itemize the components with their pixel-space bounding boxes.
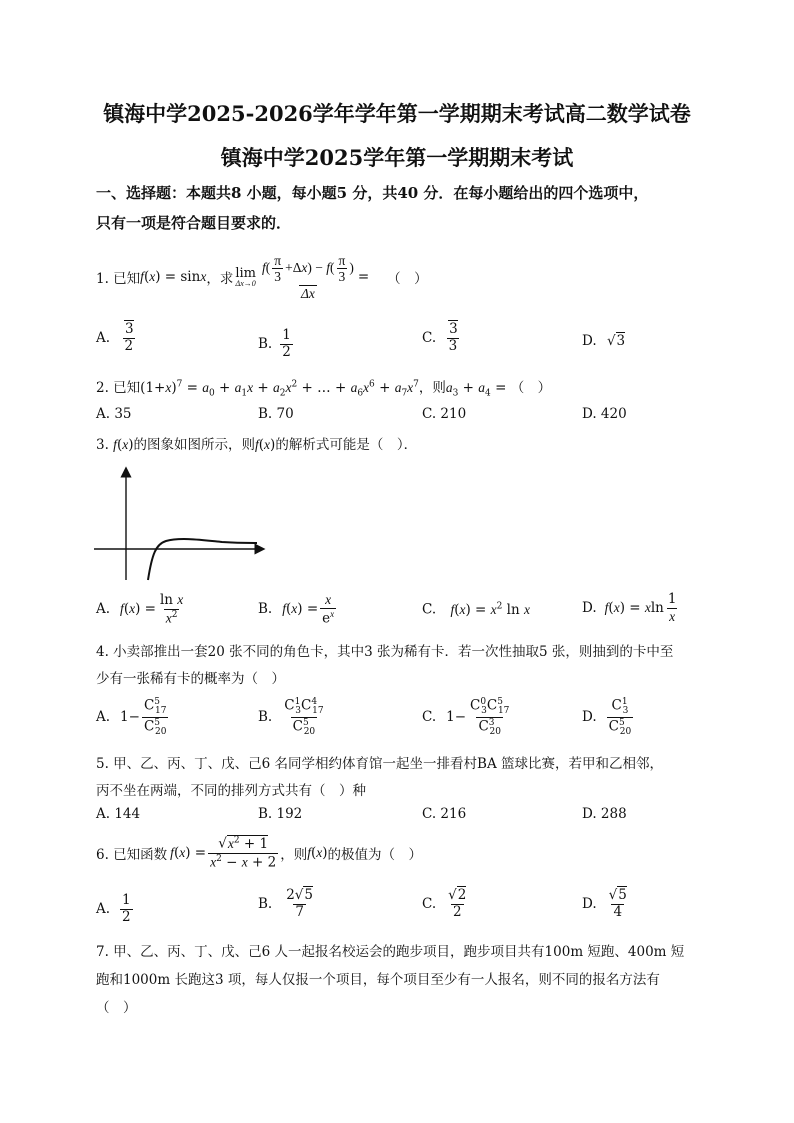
section-instructions-line2: 只有一项是符合题目要求的．: [96, 214, 292, 232]
question-7-line1: 7. 甲、乙、丙、丁、戊、己6 人一起报名校运会的跑步项目，跑步项目共有100m 短跑、400m 短: [96, 944, 685, 960]
q4-option-a: A. 1− $\frac{C^5_{17}}{C^5_{20}}$: [96, 697, 167, 737]
q4-option-b: B. $\frac{C^1_3C^4_{17}}{C^5_{20}}$: [258, 697, 324, 737]
q5-option-b: B. 192: [258, 806, 303, 822]
q1-option-d: D. √3: [582, 333, 626, 349]
q2-option-a: A. 35: [96, 406, 132, 422]
question-5-line1: 5. 甲、乙、丙、丁、戊、己6 名同学相约体育馆一起坐一排看村BA 篮球比赛，若甲和乙相邻，: [96, 756, 664, 772]
question-7-line3: （ ）: [96, 1000, 137, 1016]
q5-option-a: A. 144: [96, 806, 141, 822]
q1-limit: lim Δx→0: [235, 265, 256, 288]
question-7-line2: 跑和1000m 长跑这3 项，每人仅报一个项目，每个项目至少有一人报名，则不同的报名方法有: [96, 972, 660, 988]
q6-option-b: B. $\frac{2√5}{7}$: [258, 887, 314, 920]
q4-option-c: C. 1− $\frac{C^0_3C^5_{17}}{C^3_{20}}$: [422, 697, 510, 737]
function-graph: [92, 462, 272, 586]
q6-option-d: D. $\frac{√5}{4}$: [582, 887, 627, 920]
q1-prefix: 1. 已知: [96, 271, 141, 287]
function-curve: [148, 539, 257, 580]
question-4-line2: 少有一张稀有卡的概率为（ ）: [96, 671, 285, 687]
question-1: 1. 已知 f ( x ) = sin x ，求 lim Δx→0 f( $\frac{\pi}{3}$ +Δx) − f( $\frac{\pi}{3}$ ) Δx = （ ）: [96, 252, 428, 301]
q6-option-c: C. $\frac{√2}{2}$: [422, 887, 467, 920]
q1-fraction: f( $\frac{\pi}{3}$ +Δx) − f( $\frac{\pi}{3}$ ) Δx: [261, 252, 354, 301]
q6-option-a: A. $\frac{1}{2}$: [96, 892, 131, 925]
q2-option-c: C. 210: [422, 406, 467, 422]
q1-option-b: B. $\frac{1}{2}$: [258, 327, 291, 360]
q1-option-c: C. $\frac{3}{3}$: [422, 321, 458, 354]
question-6: 6. 已知函数 f(x) = $\frac{√x^2 + 1}{x^2 - x + 2}$ ，则 f ( x ) 的极值为（ ）: [96, 835, 423, 870]
question-2: 2. 已知$(1+x)^7 = a_0 + a_1x + a_2x^2$ + … + $a_6x^6 + a_7x^7$，则$a_3 + a_4$ = （ ）: [96, 379, 552, 399]
q5-option-d: D. 288: [582, 806, 627, 822]
q2-option-b: B. 70: [258, 406, 294, 422]
q3-option-d: D. f(x) = xln $\frac{1}{x}$: [582, 591, 677, 624]
q2-option-d: D. 420: [582, 406, 627, 422]
q4-option-d: D. $\frac{C^1_3}{C^5_{20}}$: [582, 697, 632, 737]
q3-option-c: C. $f(x) = x^2$ ln x: [422, 601, 530, 618]
q1-blank: （ ）: [387, 271, 428, 287]
exam-title: 镇海中学2025-2026学年学年第一学期期末考试高二数学试卷: [103, 101, 691, 126]
q3-option-a: A. f(x) = $\frac{\text{ln x}}{x^2}$: [96, 592, 184, 626]
question-3: 3. f(x)的图象如图所示，则f(x)的解析式可能是（ ）．: [96, 437, 418, 453]
q3-option-b: B. f(x) = $\frac{x}{e^x}$: [258, 592, 335, 627]
q1-mid: ，求: [206, 271, 234, 287]
q1-option-a: A. $\frac{3}{2}$: [96, 321, 134, 354]
q5-option-c: C. 216: [422, 806, 467, 822]
question-5-line2: 丙不坐在两端，不同的排列方式共有（ ）种: [96, 783, 366, 799]
section-instructions-line1: 一、选择题：本题共8 小题，每小题5 分，共40 分．在每小题给出的四个选项中，: [96, 184, 649, 202]
q1-function: f: [140, 269, 144, 284]
question-4-line1: 4. 小卖部推出一套20 张不同的角色卡，其中3 张为稀有卡．若一次性抽取5 张，则抽到的卡中至: [96, 644, 674, 660]
exam-subtitle: 镇海中学2025学年第一学期期末考试: [220, 145, 574, 170]
